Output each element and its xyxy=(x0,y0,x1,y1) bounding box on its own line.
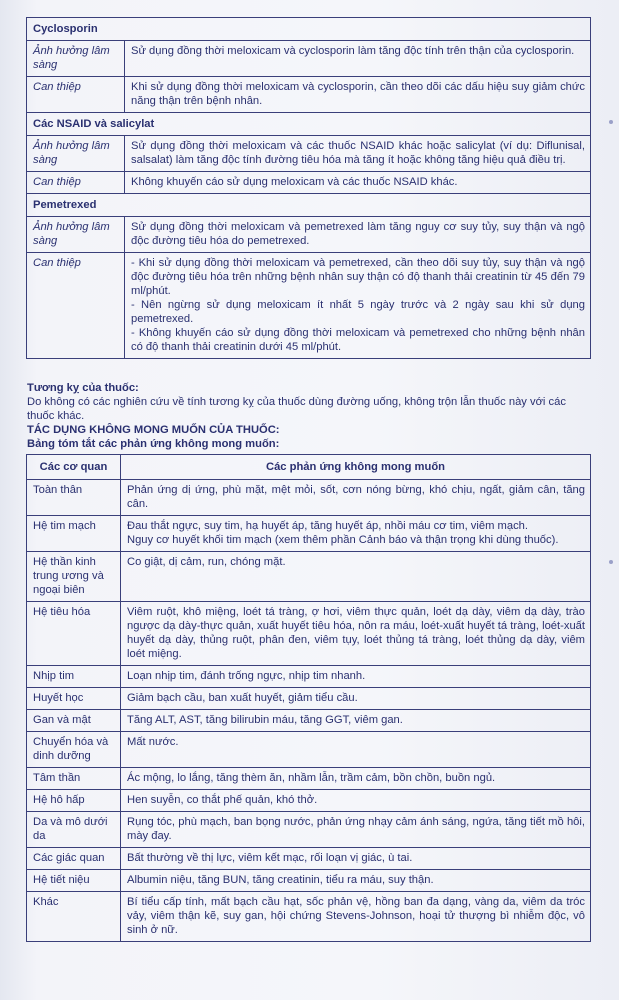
table-row xyxy=(27,41,591,77)
reaction-cell: Viêm ruột, khô miệng, loét tá tràng, ợ hơi, viêm thực quản, loét dạ dày, viêm dạ dày, trào ngược dạ dày-thực quản, xuất huyết tiêu hóa, nôn ra máu, loét-xuất huyết tá tràng, loét-xuất huyết dạ dày, thủng ruột, phân đen, viêm tụy, loét thủng tá tràng, loét thủng dạ dày, viêm loét miệng. xyxy=(121,602,591,666)
middle-text-block xyxy=(27,381,589,451)
organ-cell: Hệ thần kinh trung ương và ngoại biên xyxy=(27,552,121,602)
organ-cell: Nhịp tim xyxy=(27,666,121,688)
organ-cell: Hệ hô hấp xyxy=(27,790,121,812)
adverse-subheading: Bảng tóm tắt các phản ứng không mong muốn: xyxy=(27,438,280,450)
col-header-reactions: Các phản ứng không mong muốn xyxy=(121,455,591,480)
row-text: Khi sử dụng đồng thời meloxicam và cyclosporin, cần theo dõi các dấu hiệu suy giảm chức năng thận trên bệnh nhân. xyxy=(125,77,591,113)
row-text: Sử dụng đồng thời meloxicam và cyclosporin làm tăng độc tính trên thận của cyclosporin. xyxy=(125,41,591,77)
reaction-cell: Mất nước. xyxy=(121,732,591,768)
reaction-cell: Hen suyễn, co thắt phế quản, khó thở. xyxy=(121,790,591,812)
row-label: Ảnh hưởng lâm sàng xyxy=(27,217,125,253)
row-label: Ảnh hưởng lâm sàng xyxy=(27,41,125,77)
row-text: Sử dụng đồng thời meloxicam và pemetrexed làm tăng nguy cơ suy tủy, suy thận và ngộ độc đường tiêu hóa do pemetrexed. xyxy=(125,217,591,253)
row-label: Can thiệp xyxy=(27,77,125,113)
list-item: - Nên ngừng sử dụng meloxicam ít nhất 5 ngày trước và 2 ngày sau khi sử dụng pemetrexed. xyxy=(131,299,585,325)
organ-cell: Khác xyxy=(27,892,121,942)
fold-mark xyxy=(609,560,613,564)
table-row xyxy=(27,552,591,602)
adverse-table xyxy=(26,454,591,942)
table-row xyxy=(27,516,591,552)
organ-cell: Các giác quan xyxy=(27,848,121,870)
organ-cell: Chuyển hóa và dinh dưỡng xyxy=(27,732,121,768)
section-title-cyclosporin: Cyclosporin xyxy=(27,18,591,41)
table-row xyxy=(27,602,591,666)
row-label: Can thiệp xyxy=(27,172,125,194)
organ-cell: Hệ tiết niệu xyxy=(27,870,121,892)
table-row xyxy=(27,790,591,812)
reaction-cell: Phản ứng dị ứng, phù mặt, mệt mỏi, sốt, cơn nóng bừng, khó chịu, ngất, giảm cân, tăng cân. xyxy=(121,480,591,516)
reaction-cell: Co giật, dị cảm, run, chóng mặt. xyxy=(121,552,591,602)
reaction-cell: Tăng ALT, AST, tăng bilirubin máu, tăng GGT, viêm gan. xyxy=(121,710,591,732)
organ-cell: Tâm thần xyxy=(27,768,121,790)
incompatibility-text: Do không có các nghiên cứu về tính tương kỵ của thuốc dùng đường uống, không trộn lẫn thuốc này với các thuốc khác. xyxy=(27,396,566,422)
row-text: Sử dụng đồng thời meloxicam và các thuốc NSAID khác hoặc salicylat (ví dụ: Diflunisal, salsalat) làm tăng độc tính đường tiêu hóa mà tăng ít hoặc không tăng hiệu quả điều trị. xyxy=(125,136,591,172)
row-text: Không khuyến cáo sử dụng meloxicam và các thuốc NSAID khác. xyxy=(125,172,591,194)
table-row xyxy=(27,892,591,942)
section-title-pemetrexed: Pemetrexed xyxy=(27,194,591,217)
table-row xyxy=(27,666,591,688)
reaction-cell: Ác mộng, lo lắng, tăng thèm ăn, nhầm lẫn, trầm cảm, bồn chồn, buồn ngủ. xyxy=(121,768,591,790)
row-label: Can thiệp xyxy=(27,253,125,359)
list-item: - Khi sử dụng đồng thời meloxicam và pemetrexed, cần theo dõi suy tủy, suy thận và ngộ độc đường tiêu hóa trên những bệnh nhân suy thận có độ thanh thải creatinin từ 45 đến 79 ml/phút. xyxy=(131,257,585,297)
table-row xyxy=(27,217,591,253)
table-row xyxy=(27,870,591,892)
table-row xyxy=(27,732,591,768)
list-item: - Không khuyến cáo sử dụng đồng thời meloxicam và pemetrexed cho những bệnh nhân có độ thanh thải creatinin dưới 45 ml/phút. xyxy=(131,327,585,353)
table-row xyxy=(27,480,591,516)
organ-cell: Hệ tim mạch xyxy=(27,516,121,552)
reaction-cell: Bí tiểu cấp tính, mất bạch cầu hạt, sốc phản vệ, hồng ban đa dạng, vàng da, viêm da tróc vảy, viêm thận kẽ, suy gan, hội chứng Stevens-Johnson, hoại tử thượng bì nhiễm độc, vô sinh ở nữ. xyxy=(121,892,591,942)
table-row xyxy=(27,253,591,359)
reaction-cell xyxy=(121,516,591,552)
organ-cell: Da và mô dưới da xyxy=(27,812,121,848)
table-row xyxy=(27,688,591,710)
organ-cell: Toàn thân xyxy=(27,480,121,516)
section-header-row xyxy=(27,194,591,217)
col-header-organ: Các cơ quan xyxy=(27,455,121,480)
section-title-nsaid: Các NSAID và salicylat xyxy=(27,113,591,136)
section-header-row xyxy=(27,113,591,136)
reaction-cell: Rụng tóc, phù mạch, ban bọng nước, phản ứng nhạy cảm ánh sáng, ngứa, tăng tiết mồ hôi, mày đay. xyxy=(121,812,591,848)
organ-cell: Gan và mật xyxy=(27,710,121,732)
reaction-cell: Bất thường về thị lực, viêm kết mạc, rối loạn vị giác, ù tai. xyxy=(121,848,591,870)
row-text-list xyxy=(125,253,591,359)
row-label: Ảnh hưởng lâm sàng xyxy=(27,136,125,172)
header-row xyxy=(27,455,591,480)
organ-cell: Huyết học xyxy=(27,688,121,710)
adverse-heading: TÁC DỤNG KHÔNG MONG MUỐN CỦA THUỐC: xyxy=(27,424,280,436)
table-row xyxy=(27,77,591,113)
table-row xyxy=(27,768,591,790)
organ-cell: Hệ tiêu hóa xyxy=(27,602,121,666)
section-header-row xyxy=(27,18,591,41)
reaction-cell: Albumin niệu, tăng BUN, tăng creatinin, tiểu ra máu, suy thận. xyxy=(121,870,591,892)
table-row xyxy=(27,172,591,194)
table-row xyxy=(27,710,591,732)
interaction-table xyxy=(26,17,591,359)
reaction-text: Nguy cơ huyết khối tim mạch (xem thêm phần Cảnh báo và thận trọng khi dùng thuốc). xyxy=(127,534,559,546)
reaction-text: Đau thắt ngực, suy tim, hạ huyết áp, tăng huyết áp, nhồi máu cơ tim, viêm mạch. xyxy=(127,520,528,532)
table-row xyxy=(27,848,591,870)
reaction-cell: Giảm bạch cầu, ban xuất huyết, giảm tiểu cầu. xyxy=(121,688,591,710)
fold-mark xyxy=(609,120,613,124)
table-row xyxy=(27,812,591,848)
reaction-cell: Loạn nhịp tim, đánh trống ngực, nhịp tim nhanh. xyxy=(121,666,591,688)
table-row xyxy=(27,136,591,172)
incompatibility-heading: Tương kỵ của thuốc: xyxy=(27,382,139,394)
